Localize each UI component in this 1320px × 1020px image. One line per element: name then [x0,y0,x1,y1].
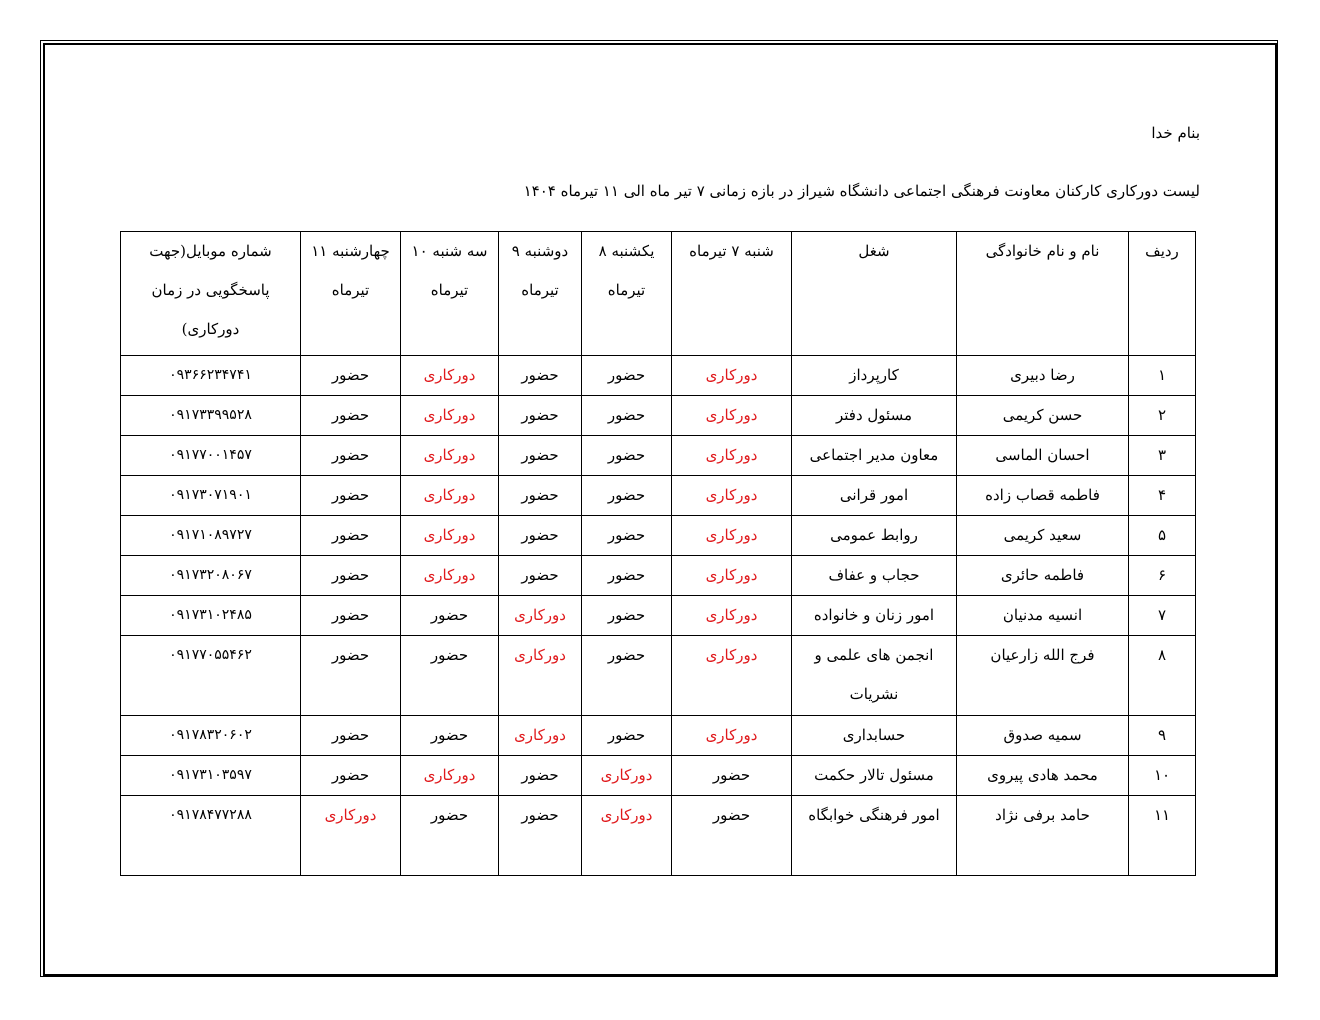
table-row [121,436,1196,476]
cell-sunday: حضور [582,556,672,596]
cell-phone: ۰۹۱۷۳۰۷۱۹۰۱ [121,476,301,516]
cell-monday: حضور [499,436,582,476]
table-row [121,356,1196,396]
cell-monday: حضور [499,516,582,556]
cell-phone: ۰۹۱۷۳۱۰۲۴۸۵ [121,596,301,636]
cell-row-number: ۱۱ [1129,796,1196,876]
cell-saturday: حضور [672,756,792,796]
cell-job: کارپرداز [792,356,957,396]
cell-phone: ۰۹۱۷۱۰۸۹۷۲۷ [121,516,301,556]
cell-tuesday: حضور [401,636,499,716]
cell-row-number: ۲ [1129,396,1196,436]
cell-wednesday: حضور [301,636,401,716]
table-row [121,756,1196,796]
cell-monday: دورکاری [499,636,582,716]
cell-job: معاون مدیر اجتماعی [792,436,957,476]
cell-phone: ۰۹۱۷۷۰۵۵۴۶۲ [121,636,301,716]
cell-sunday: حضور [582,476,672,516]
cell-monday: حضور [499,356,582,396]
cell-sunday: حضور [582,436,672,476]
cell-monday: دورکاری [499,596,582,636]
header-phone: شماره موبایل(جهت پاسخگویی در زمان دورکاری) [121,232,301,356]
cell-tuesday: دورکاری [401,396,499,436]
cell-saturday: دورکاری [672,476,792,516]
cell-saturday: دورکاری [672,596,792,636]
table-row [121,716,1196,756]
cell-phone: ۰۹۱۷۸۴۷۷۲۸۸ [121,796,301,876]
cell-row-number: ۷ [1129,596,1196,636]
cell-saturday: دورکاری [672,556,792,596]
cell-saturday: دورکاری [672,436,792,476]
cell-tuesday: دورکاری [401,556,499,596]
cell-row-number: ۱۰ [1129,756,1196,796]
cell-saturday: دورکاری [672,716,792,756]
cell-wednesday: حضور [301,756,401,796]
cell-saturday: دورکاری [672,516,792,556]
cell-saturday: دورکاری [672,636,792,716]
header-sunday: یکشنبه ۸ تیرماه [582,232,672,356]
cell-job: امور فرهنگی خوابگاه [792,796,957,876]
cell-sunday: دورکاری [582,756,672,796]
cell-name: احسان الماسی [957,436,1129,476]
cell-saturday: دورکاری [672,396,792,436]
cell-tuesday: دورکاری [401,476,499,516]
cell-monday: حضور [499,396,582,436]
table-row [121,556,1196,596]
cell-job: حسابداری [792,716,957,756]
cell-job: امور قرانی [792,476,957,516]
cell-sunday: حضور [582,636,672,716]
cell-name: رضا دبیری [957,356,1129,396]
cell-name: فرج الله زارعیان [957,636,1129,716]
cell-phone: ۰۹۱۷۳۲۰۸۰۶۷ [121,556,301,596]
cell-tuesday: دورکاری [401,436,499,476]
cell-tuesday: دورکاری [401,516,499,556]
header-row-number: ردیف [1129,232,1196,356]
cell-tuesday: حضور [401,796,499,876]
cell-wednesday: حضور [301,436,401,476]
cell-phone: ۰۹۳۶۶۲۳۴۷۴۱ [121,356,301,396]
cell-wednesday: دورکاری [301,796,401,876]
cell-phone: ۰۹۱۷۳۱۰۳۵۹۷ [121,756,301,796]
remote-work-table [120,231,1196,876]
cell-job: حجاب و عفاف [792,556,957,596]
cell-sunday: حضور [582,716,672,756]
cell-phone: ۰۹۱۷۳۳۹۹۵۲۸ [121,396,301,436]
cell-row-number: ۱ [1129,356,1196,396]
cell-monday: دورکاری [499,716,582,756]
header-tuesday: سه شنبه ۱۰ تیرماه [401,232,499,356]
cell-phone: ۰۹۱۷۷۰۰۱۴۵۷ [121,436,301,476]
cell-job: مسئول تالار حکمت [792,756,957,796]
cell-name: حامد برفی نژاد [957,796,1129,876]
document-title: لیست دورکاری کارکنان معاونت فرهنگی اجتماعی دانشگاه شیراز در بازه زمانی ۷ تیر ماه الی ۱۱ تیرماه ۱۴۰۴ [523,182,1200,200]
cell-wednesday: حضور [301,596,401,636]
cell-tuesday: دورکاری [401,756,499,796]
cell-monday: حضور [499,796,582,876]
cell-row-number: ۴ [1129,476,1196,516]
header-wednesday: چهارشنبه ۱۱ تیرماه [301,232,401,356]
cell-wednesday: حضور [301,476,401,516]
cell-monday: حضور [499,556,582,596]
cell-row-number: ۹ [1129,716,1196,756]
cell-row-number: ۶ [1129,556,1196,596]
cell-name: فاطمه قصاب زاده [957,476,1129,516]
cell-row-number: ۳ [1129,436,1196,476]
cell-name: انسیه مدنیان [957,596,1129,636]
cell-wednesday: حضور [301,516,401,556]
cell-name: فاطمه حائری [957,556,1129,596]
cell-tuesday: حضور [401,596,499,636]
cell-monday: حضور [499,476,582,516]
cell-name: سعید کریمی [957,516,1129,556]
table-row [121,796,1196,876]
table-row [121,596,1196,636]
header-saturday: شنبه ۷ تیرماه [672,232,792,356]
cell-monday: حضور [499,756,582,796]
cell-wednesday: حضور [301,556,401,596]
cell-job: مسئول دفتر [792,396,957,436]
cell-saturday: حضور [672,796,792,876]
cell-wednesday: حضور [301,396,401,436]
cell-tuesday: دورکاری [401,356,499,396]
cell-sunday: حضور [582,396,672,436]
cell-name: حسن کریمی [957,396,1129,436]
cell-job: روابط عمومی [792,516,957,556]
cell-job: امور زنان و خانواده [792,596,957,636]
cell-row-number: ۵ [1129,516,1196,556]
cell-sunday: حضور [582,356,672,396]
table-row [121,636,1196,716]
cell-sunday: حضور [582,516,672,556]
cell-job: انجمن های علمی و نشریات [792,636,957,716]
cell-row-number: ۸ [1129,636,1196,716]
cell-sunday: حضور [582,596,672,636]
cell-wednesday: حضور [301,716,401,756]
cell-wednesday: حضور [301,356,401,396]
cell-name: محمد هادی پیروی [957,756,1129,796]
cell-name: سمیه صدوق [957,716,1129,756]
table-header-row [121,232,1196,356]
cell-sunday: دورکاری [582,796,672,876]
table-row [121,396,1196,436]
cell-saturday: دورکاری [672,356,792,396]
cell-phone: ۰۹۱۷۸۳۲۰۶۰۲ [121,716,301,756]
table-row [121,476,1196,516]
header-job: شغل [792,232,957,356]
header-monday: دوشنبه ۹ تیرماه [499,232,582,356]
header-name: نام و نام خانوادگی [957,232,1129,356]
table-row [121,516,1196,556]
cell-tuesday: حضور [401,716,499,756]
document-heading: بنام خدا [1151,124,1200,142]
table-body [121,356,1196,876]
